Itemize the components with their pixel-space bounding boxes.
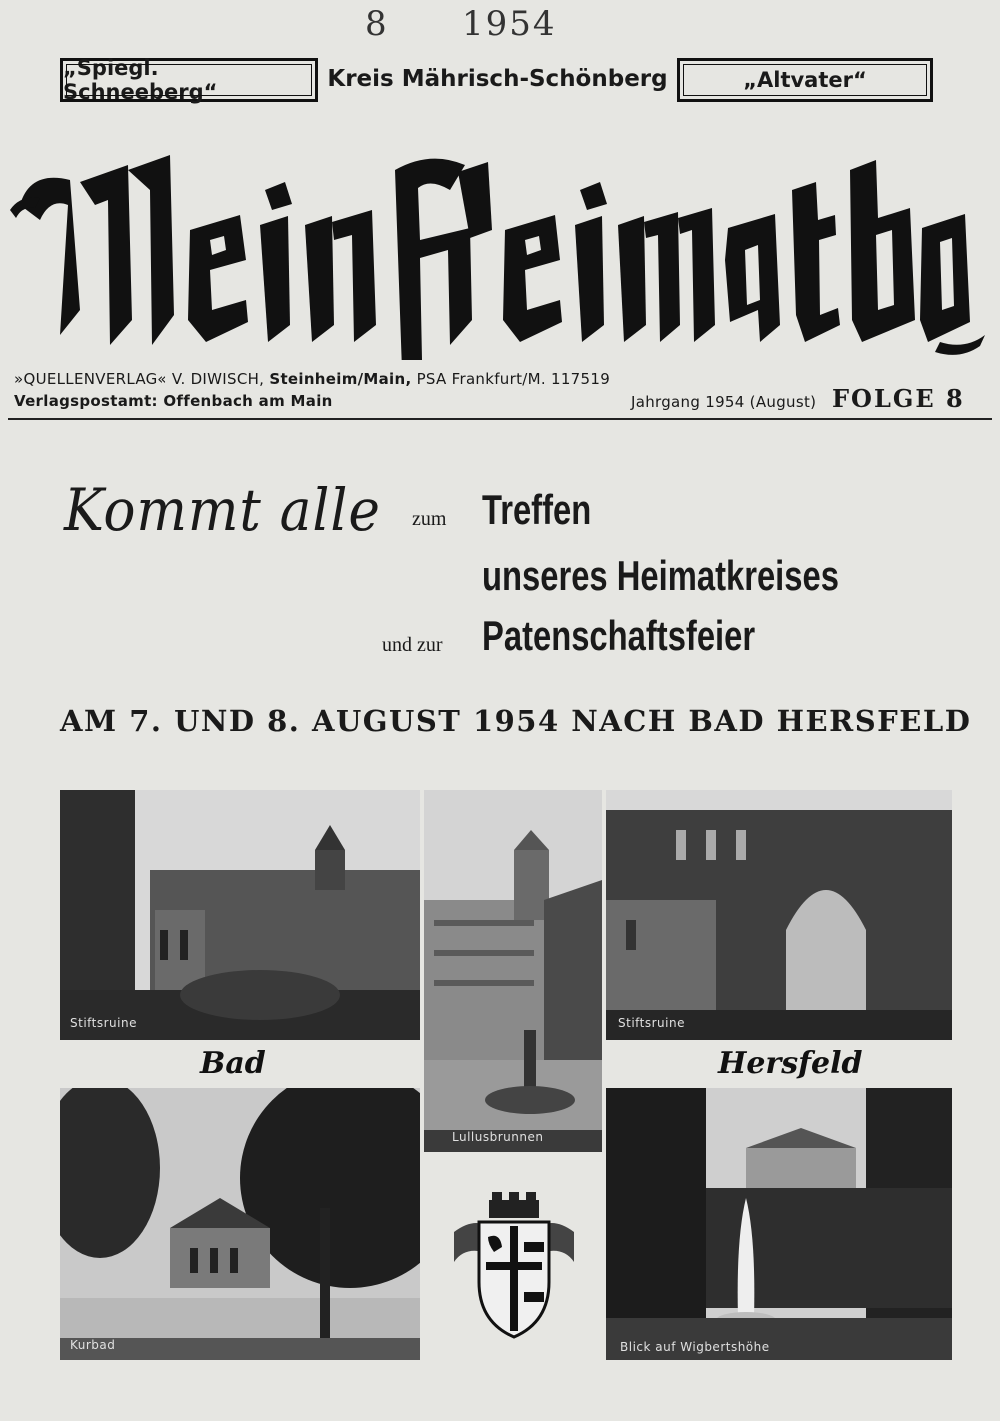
caption-stiftsruine-right: Stiftsruine (618, 1016, 685, 1030)
photo-collage (60, 790, 952, 1360)
caption-stiftsruine-left: Stiftsruine (70, 1016, 137, 1030)
issue-date: Jahrgang 1954 (August) (631, 393, 817, 411)
caption-lullusbrunnen: Lullusbrunnen (452, 1130, 544, 1144)
headline-line2: unseres Heimatkreises (482, 552, 839, 599)
headline-script: Kommt alle (64, 476, 381, 544)
right-header-box (677, 58, 933, 102)
headline-und-zur: und zur (382, 634, 443, 656)
collage-word-hersfeld: Hersfeld (718, 1046, 863, 1081)
publisher-account: PSA Frankfurt/M. 117519 (416, 370, 611, 388)
header-rule (8, 418, 992, 420)
caption-wigbertshoehe: Blick auf Wigbertshöhe (620, 1340, 770, 1354)
archive-stamp-year: 1954 (462, 4, 557, 44)
photo-stiftsruine-right (606, 790, 952, 1040)
district-name: Kreis Mährisch-Schönberg (327, 66, 668, 92)
right-header-label: „Altvater“ (743, 68, 867, 92)
photo-lullusbrunnen (424, 790, 602, 1152)
publisher-name: »QUELLENVERLAG« V. DIWISCH, (14, 370, 265, 388)
masthead-logo (10, 110, 990, 360)
photo-wigbertshoehe (606, 1088, 952, 1360)
issue-number: FOLGE 8 (832, 384, 965, 413)
archive-stamp-number: 8 (365, 4, 389, 44)
publisher-line (14, 370, 610, 388)
publisher-city: Steinheim/Main, (269, 370, 412, 388)
collage-word-bad: Bad (200, 1046, 266, 1081)
left-header-label: „Spiegl. Schneeberg“ (63, 56, 218, 104)
headline-line3: Patenschaftsfeier (482, 612, 756, 659)
event-date-line: AM 7. UND 8. AUGUST 1954 NACH BAD HERSFELD (60, 704, 972, 738)
headline-zum: zum (412, 508, 447, 530)
post-office-line: Verlagspostamt: Offenbach am Main (14, 392, 333, 410)
headline-line1: Treffen (482, 486, 592, 533)
left-header-box (60, 58, 318, 102)
photo-kurbad (60, 1088, 420, 1360)
coat-of-arms (444, 1192, 584, 1342)
caption-kurbad: Kurbad (70, 1338, 116, 1352)
photo-stiftsruine-left (60, 790, 420, 1040)
